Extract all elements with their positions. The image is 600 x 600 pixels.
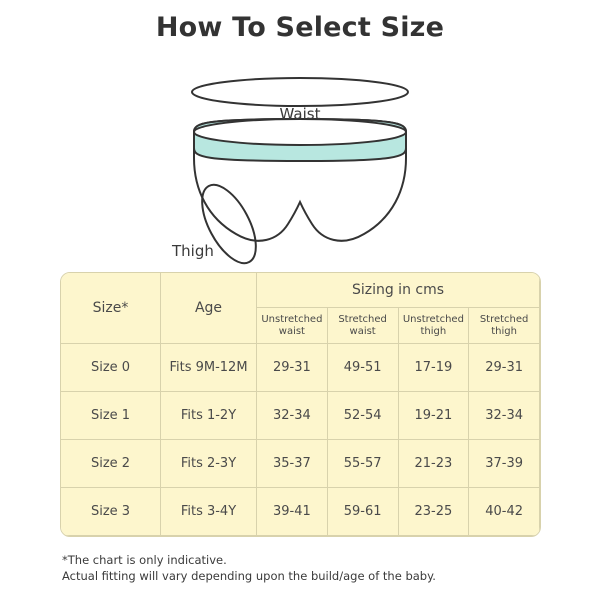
- thigh-label: Thigh: [172, 242, 214, 260]
- header-stretched-waist: [327, 308, 398, 344]
- footnote-line-1: *The chart is only indicative.: [62, 553, 227, 567]
- table-row: [61, 440, 540, 488]
- cell-age: Fits 9M-12M: [161, 344, 257, 392]
- cell-unstretched-thigh: 19-21: [398, 392, 469, 440]
- cell-unstretched-waist: 32-34: [257, 392, 328, 440]
- size-table-container: [60, 272, 541, 537]
- header-unstretched-thigh: [398, 308, 469, 344]
- cell-unstretched-thigh: 17-19: [398, 344, 469, 392]
- header-stretched-waist-line1: Stretched: [338, 313, 387, 325]
- cell-stretched-waist: 52-54: [327, 392, 398, 440]
- cell-unstretched-thigh: 21-23: [398, 440, 469, 488]
- underwear-illustration: [0, 50, 600, 265]
- header-size: Size*: [61, 273, 161, 344]
- table-row: [61, 488, 540, 536]
- header-age: Age: [161, 273, 257, 344]
- header-stretched-thigh-line1: Stretched: [479, 313, 529, 325]
- size-table: [61, 273, 540, 536]
- cell-stretched-thigh: 40-42: [469, 488, 540, 536]
- cell-unstretched-waist: 35-37: [257, 440, 328, 488]
- cell-age: Fits 3-4Y: [161, 488, 257, 536]
- cell-size: Size 3: [61, 488, 161, 536]
- cell-stretched-waist: 59-61: [327, 488, 398, 536]
- header-stretched-waist-line2: waist: [349, 325, 376, 337]
- cell-stretched-waist: 49-51: [327, 344, 398, 392]
- header-stretched-thigh: [469, 308, 540, 344]
- cell-unstretched-thigh: 23-25: [398, 488, 469, 536]
- cell-unstretched-waist: 39-41: [257, 488, 328, 536]
- header-unstretched-waist-line2: waist: [278, 325, 305, 337]
- cell-stretched-thigh: 37-39: [469, 440, 540, 488]
- page-title: How To Select Size: [155, 12, 445, 43]
- underwear-diagram: [0, 50, 600, 265]
- cell-unstretched-waist: 29-31: [257, 344, 328, 392]
- waist-label: Waist: [279, 105, 321, 123]
- cell-size: Size 1: [61, 392, 161, 440]
- header-unstretched-waist: [257, 308, 328, 344]
- header-unstretched-thigh-line2: thigh: [420, 325, 447, 337]
- footnote: [62, 552, 436, 584]
- cell-stretched-thigh: 32-34: [469, 392, 540, 440]
- table-header-row-top: [61, 273, 540, 308]
- cell-size: Size 2: [61, 440, 161, 488]
- cell-age: Fits 1-2Y: [161, 392, 257, 440]
- cell-stretched-waist: 55-57: [327, 440, 398, 488]
- table-row: [61, 344, 540, 392]
- table-row: [61, 392, 540, 440]
- cell-size: Size 0: [61, 344, 161, 392]
- header-sizing-group: Sizing in cms: [257, 273, 540, 308]
- cell-stretched-thigh: 29-31: [469, 344, 540, 392]
- header-unstretched-waist-line1: Unstretched: [261, 313, 323, 325]
- header-unstretched-thigh-line1: Unstretched: [402, 313, 464, 325]
- header-stretched-thigh-line2: thigh: [491, 325, 517, 337]
- footnote-line-2: Actual fitting will vary depending upon the build/age of the baby.: [62, 569, 436, 583]
- cell-age: Fits 2-3Y: [161, 440, 257, 488]
- waist-measure-ellipse: [192, 78, 408, 106]
